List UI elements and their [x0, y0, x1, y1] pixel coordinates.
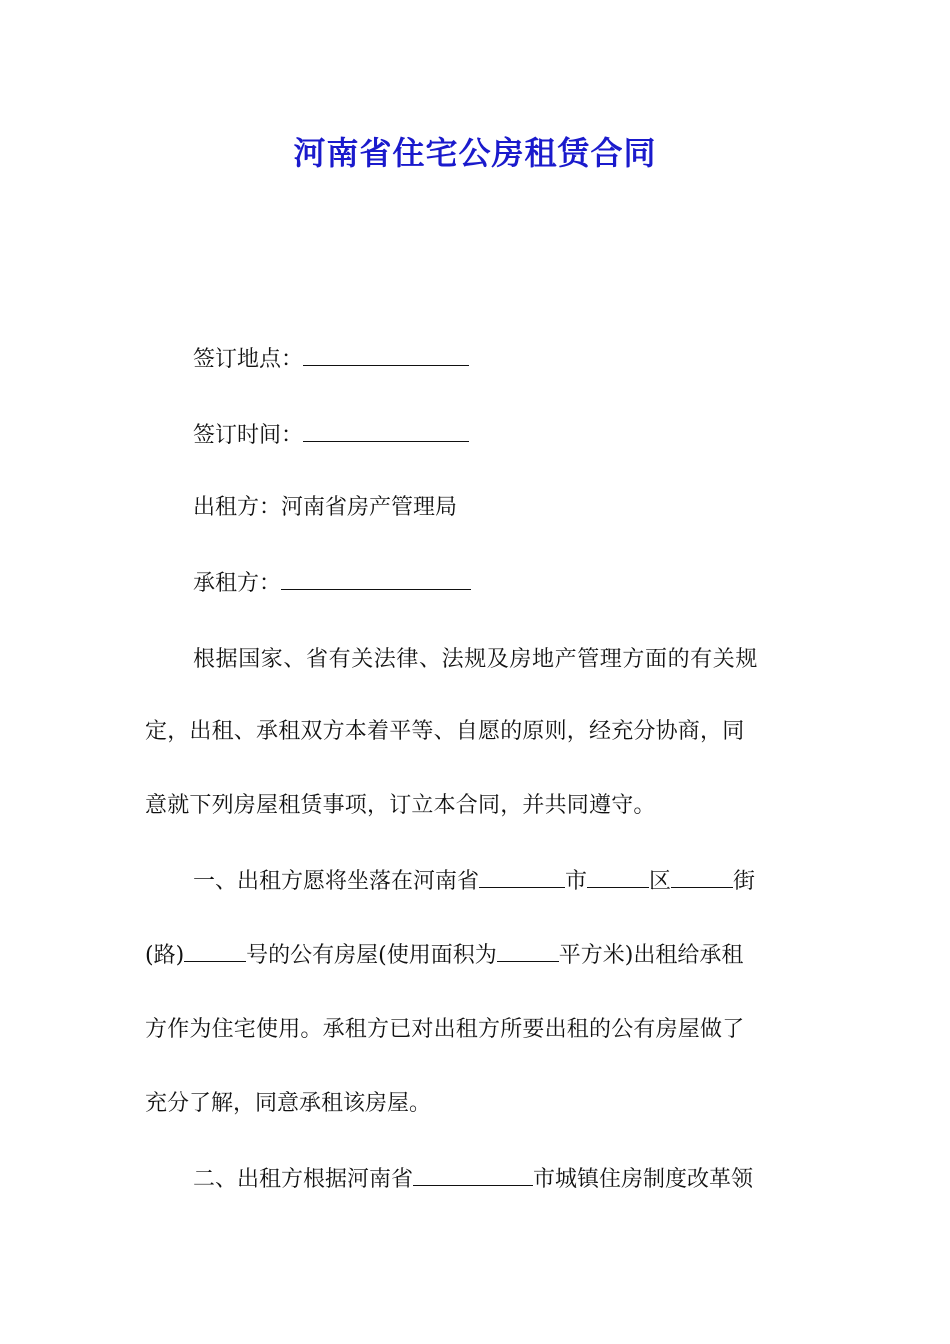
- lessee-label: 承租方：: [193, 571, 282, 596]
- city-blank: [479, 867, 565, 888]
- document-title: 河南省住宅公房租赁合同: [293, 134, 657, 172]
- clause-2-city-blank: [413, 1165, 533, 1186]
- district-blank: [587, 867, 649, 888]
- lessor-label: 出租方：: [193, 495, 282, 520]
- signing-place-row: [193, 343, 469, 375]
- signing-place-blank: [303, 343, 469, 366]
- clause-1-line-2: [145, 941, 743, 971]
- clause-1-text-e: (路): [145, 943, 185, 968]
- preamble-line-1: 根据国家、省有关法律、法规及房地产管理方面的有关规: [193, 647, 759, 672]
- clause-1-text-g: 平方米)出租给承租: [558, 943, 744, 968]
- preamble-line-3: 意就下列房屋租赁事项，订立本合同，并共同遵守。: [145, 793, 656, 818]
- clause-1-text-a: 一、出租方愿将坐落在河南省: [193, 869, 480, 894]
- clause-1-text-b: 市: [565, 869, 588, 894]
- clause-2-text-a: 二、出租方根据河南省: [193, 1167, 414, 1192]
- signing-time-blank: [303, 419, 469, 442]
- lessee-row: [193, 567, 471, 599]
- signing-place-label: 签订地点：: [193, 347, 304, 372]
- clause-1-text-c: 区: [649, 869, 672, 894]
- clause-1-text-d: 街: [733, 869, 756, 894]
- street-blank: [671, 867, 733, 888]
- signing-time-row: [193, 419, 469, 451]
- clause-1-line-1: [193, 867, 755, 897]
- lessor-row: [193, 493, 457, 523]
- lessee-blank: [281, 567, 471, 590]
- clause-1-line-4: 充分了解，同意承租该房屋。: [145, 1091, 432, 1116]
- area-blank: [497, 941, 559, 962]
- clause-1-line-3: 方作为住宅使用。承租方已对出租方所要出租的公有房屋做了: [145, 1017, 745, 1042]
- number-blank: [184, 941, 246, 962]
- clause-2-line-1: [193, 1165, 753, 1195]
- clause-2-text-b: 市城镇住房制度改革领: [533, 1167, 754, 1192]
- signing-time-label: 签订时间：: [193, 423, 304, 448]
- lessor-value: 河南省房产管理局: [281, 495, 458, 520]
- preamble-line-2: 定，出租、承租双方本着平等、自愿的原则，经充分协商，同: [145, 719, 745, 744]
- clause-1-text-f: 号的公有房屋(使用面积为: [246, 943, 497, 968]
